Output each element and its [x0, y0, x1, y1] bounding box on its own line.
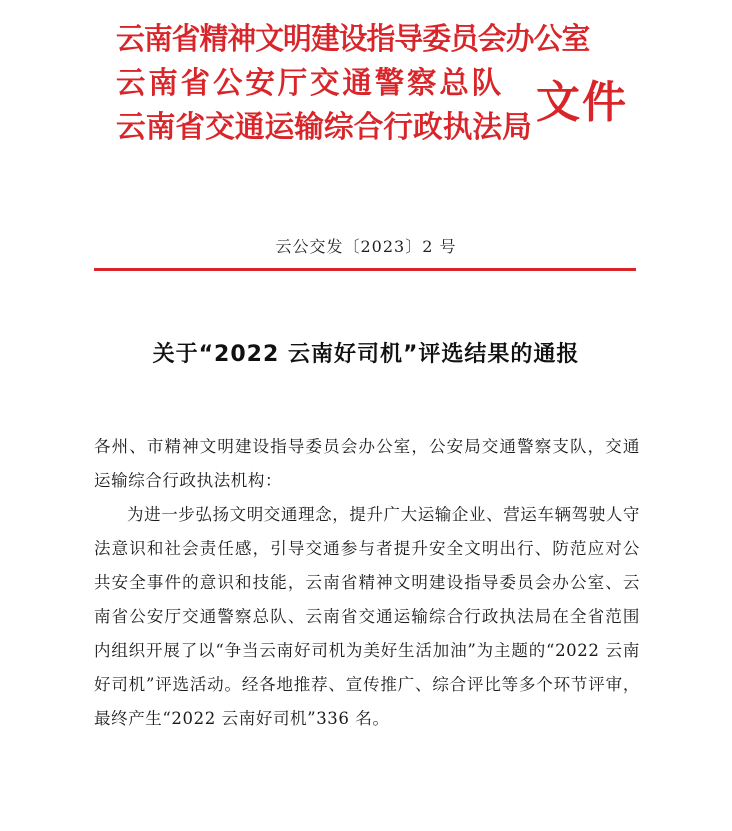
red-divider-line — [94, 268, 636, 271]
body-paragraph: 为进一步弘扬文明交通理念，提升广大运输企业、营运车辆驾驶人守法意识和社会责任感，引导交通参与者提升安全文明出行、防范应对公共安全事件的意识和技能，云南省精神文明建设指导委员会办公室、云南省公安厅交通警察总队、云南省交通运输综合行政执法局在全省范围内组织开展了以“争当云南好司机为美好生活加油”为主题的“2022 云南好司机”评选活动。经各地推荐、宣传推广、综合评比等多个环节评审，最终产生“2022 云南好司机”336 名。 — [94, 505, 640, 728]
document-type-label: 文件 — [536, 77, 628, 128]
issuer-name: 云南省公安厅交通警察总队 — [116, 66, 505, 101]
letterhead — [116, 18, 636, 178]
document-body — [94, 430, 640, 736]
issuer-name: 云南省交通运输综合行政执法局 — [116, 110, 532, 145]
addressee: 各州、市精神文明建设指导委员会办公室，公安局交通警察支队，交通运输综合行政执法机构： — [94, 437, 640, 490]
document-title: 关于“2022 云南好司机”评选结果的通报 — [152, 342, 580, 367]
issuer-name: 云南省精神文明建设指导委员会办公室 — [116, 22, 590, 57]
document-number: 云公交发〔2023〕2 号 — [275, 237, 457, 256]
